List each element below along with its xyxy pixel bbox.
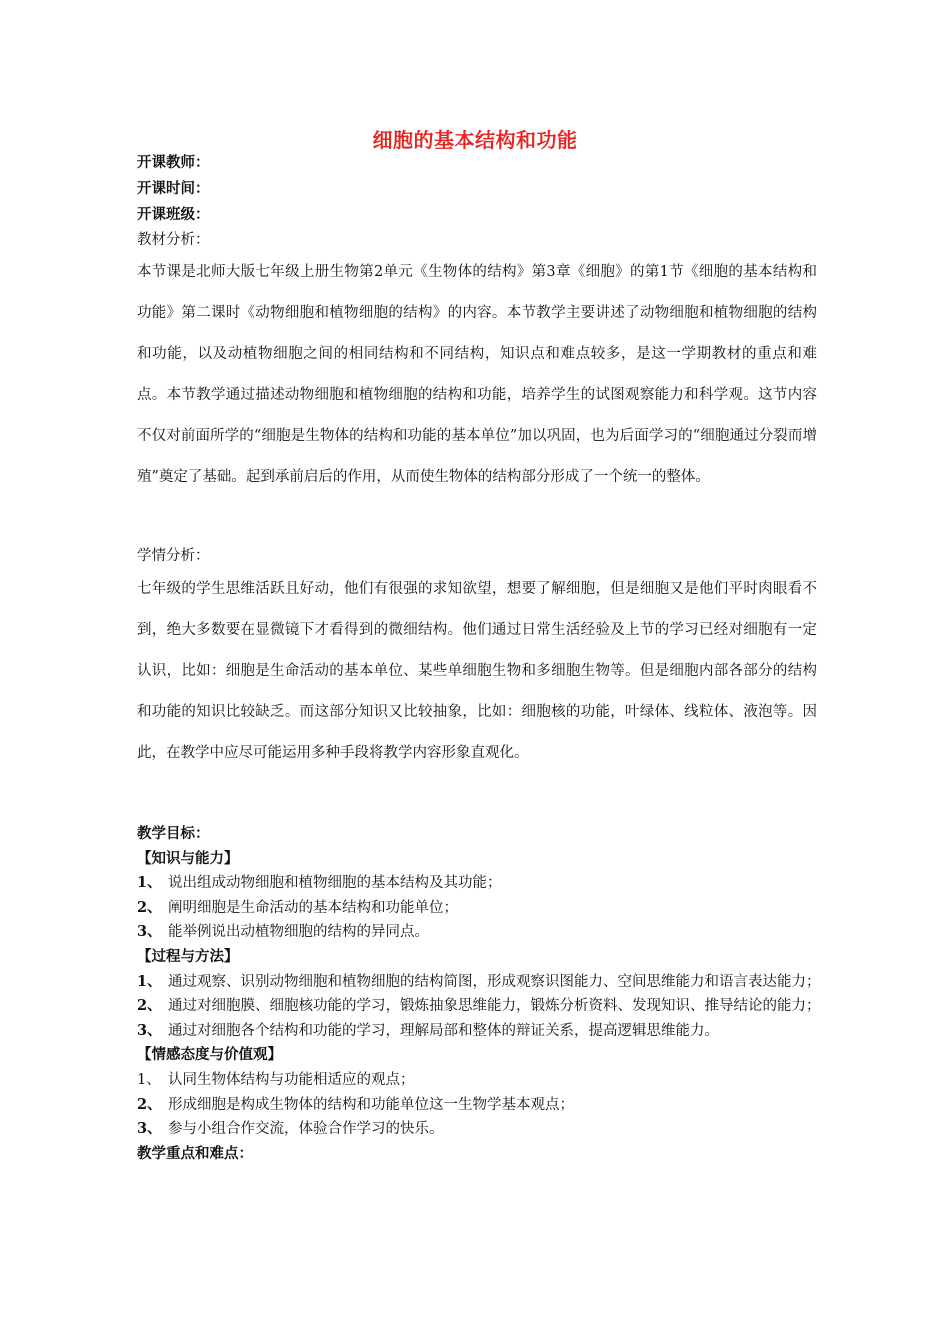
list-text: 认同生物体结构与功能相适应的观点； — [168, 1071, 415, 1088]
meta-time: 开课时间： — [137, 180, 210, 197]
list-number: 2、 — [137, 997, 162, 1015]
textbook-analysis-heading: 教材分析： — [137, 232, 210, 248]
list-item — [137, 920, 827, 945]
textbook-analysis-text: 本节课是北师大版七年级上册生物第2单元《生物体的结构》第3章《细胞》的第1节《细胞的基本结构和功能》第二课时《动物细胞和植物细胞的结构》的内容。本节教学主要讲述了动物细胞和植物细胞的结构和功能，以及动植物细胞之间的相同结构和不同结构，知识点和难点较多，是这一学期教材的重点和难点。本节教学通过描述动物细胞和植物细胞的结构和功能，培养学生的试图观察能力和科学观。这节内容不仅对前面所学的“细胞是生物体的结构和功能的基本单位”加以巩固，也为后面学习的“细胞通过分裂而增殖”奠定了基础。起到承前启后的作用，从而使生物体的结构部分形成了一个统一的整体。 — [137, 264, 817, 485]
objectives-heading: 教学目标： — [137, 825, 210, 842]
list-number: 3、 — [137, 923, 162, 941]
meta-class: 开课班级： — [137, 206, 210, 223]
list-text: 通过观察、识别动物细胞和植物细胞的结构简图，形成观察识图能力、空间思维能力和语言表达能力； — [168, 973, 821, 990]
list-text: 说出组成动物细胞和植物细胞的基本结构及其功能； — [168, 875, 502, 892]
list-number: 1、 — [137, 1071, 161, 1088]
list-item — [137, 1019, 827, 1044]
process-heading: 【过程与方法】 — [137, 947, 239, 965]
list-item — [137, 994, 827, 1019]
knowledge-heading: 【知识与能力】 — [137, 849, 239, 867]
student-analysis-text: 七年级的学生思维活跃且好动，他们有很强的求知欲望，想要了解细胞，但是细胞又是他们平时肉眼看不到，绝大多数要在显微镜下才看得到的微细结构。他们通过日常生活经验及上节的学习已经对细胞有一定认识，比如：细胞是生命活动的基本单位、某些单细胞生物和多细胞生物等。但是细胞内部各部分的结构和功能的知识比较缺乏。而这部分知识又比较抽象，比如：细胞核的功能，叶绿体、线粒体、液泡等。因此，在教学中应尽可能运用多种手段将教学内容形象直观化。 — [137, 581, 817, 761]
meta-teacher: 开课教师： — [137, 154, 210, 171]
list-text: 参与小组合作交流，体验合作学习的快乐。 — [168, 1121, 444, 1138]
list-number: 1、 — [137, 874, 162, 892]
list-number: 2、 — [137, 898, 162, 916]
list-item — [137, 970, 827, 995]
list-text: 阐明细胞是生命活动的基本结构和功能单位； — [168, 899, 458, 916]
student-analysis-paragraph — [137, 569, 817, 774]
list-item — [137, 1093, 827, 1118]
list-number: 3、 — [137, 1021, 162, 1039]
list-text: 形成细胞是构成生物体的结构和功能单位这一生物学基本观点； — [168, 1096, 574, 1113]
list-number: 1、 — [137, 972, 162, 990]
list-item — [137, 896, 827, 921]
document-title: 细胞的基本结构和功能 — [372, 128, 578, 152]
list-item — [137, 1068, 827, 1093]
list-number: 3、 — [137, 1120, 162, 1138]
key-points-heading: 教学重点和难点： — [137, 1144, 253, 1162]
objectives-section — [137, 822, 827, 1166]
student-analysis-heading: 学情分析： — [137, 548, 210, 564]
list-text: 能举例说出动植物细胞的结构的异同点。 — [168, 924, 429, 941]
meta-block — [137, 150, 210, 228]
list-number: 2、 — [137, 1095, 162, 1113]
emotion-heading: 【情感态度与价值观】 — [137, 1046, 282, 1064]
list-item — [137, 1117, 827, 1142]
list-text: 通过对细胞膜、细胞核功能的学习，锻炼抽象思维能力，锻炼分析资料、发现知识、推导结论的能力； — [168, 998, 821, 1015]
list-text: 通过对细胞各个结构和功能的学习，理解局部和整体的辩证关系，提高逻辑思维能力。 — [168, 1022, 719, 1039]
textbook-analysis-paragraph — [137, 252, 817, 498]
list-item — [137, 871, 827, 896]
